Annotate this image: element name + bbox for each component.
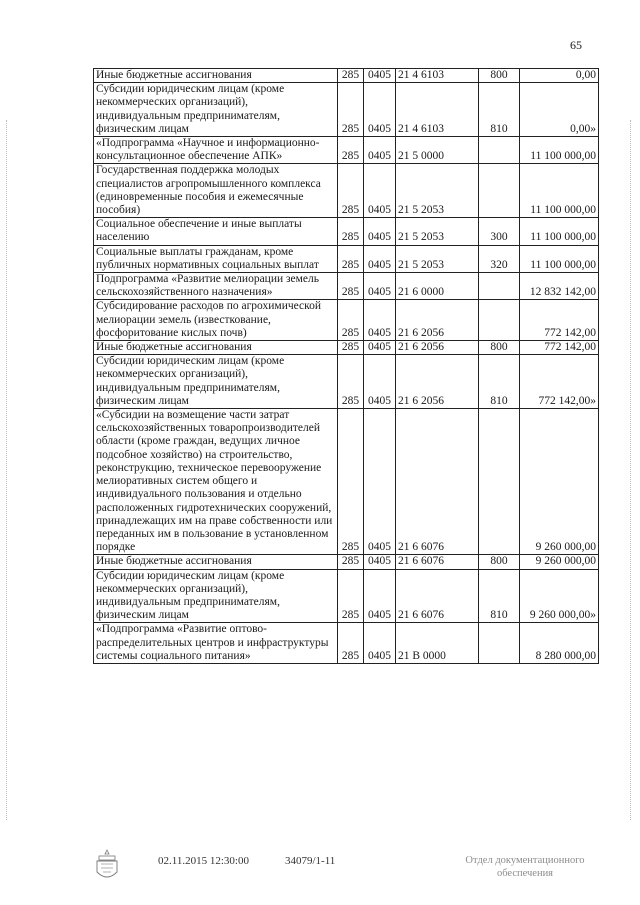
table-row	[94, 83, 599, 137]
table-row	[94, 341, 599, 355]
row-section-cell: 0405	[364, 355, 396, 409]
row-name-cell: Социальные выплаты гражданам, кроме публичных нормативных социальных выплат	[94, 245, 338, 272]
row-grbs-cell: 285	[338, 218, 364, 245]
row-target-article-cell: 21 5 2053	[396, 218, 479, 245]
row-expense-type-cell	[479, 623, 520, 664]
row-amount-cell: 9 260 000,00	[520, 555, 599, 569]
stamp-line-2: обеспечения	[496, 868, 554, 879]
stamp-line-1: Отдел документационного	[465, 855, 585, 866]
row-amount-cell: 9 260 000,00	[520, 409, 599, 555]
row-amount-cell: 12 832 142,00	[520, 273, 599, 300]
row-grbs-cell: 285	[338, 300, 364, 341]
row-expense-type-cell	[479, 409, 520, 555]
table-row	[94, 164, 599, 218]
row-target-article-cell: 21 5 0000	[396, 137, 479, 164]
row-expense-type-cell: 800	[479, 341, 520, 355]
row-grbs-cell: 285	[338, 623, 364, 664]
table-row	[94, 137, 599, 164]
row-amount-cell: 9 260 000,00»	[520, 569, 599, 623]
row-target-article-cell: 21 4 6103	[396, 69, 479, 83]
department-stamp	[450, 854, 600, 880]
table-row	[94, 569, 599, 623]
row-name-cell: Государственная поддержка молодых специалистов агропромышленного комплекса (единовременные пособия и ежемесячные пособия)	[94, 164, 338, 218]
row-grbs-cell: 285	[338, 555, 364, 569]
footer-document-number: 34079/1-11	[285, 855, 336, 867]
row-grbs-cell: 285	[338, 137, 364, 164]
table-row	[94, 218, 599, 245]
row-section-cell: 0405	[364, 569, 396, 623]
row-expense-type-cell	[479, 273, 520, 300]
row-section-cell: 0405	[364, 623, 396, 664]
page-number: 65	[570, 38, 582, 52]
table-row	[94, 245, 599, 272]
table-row	[94, 300, 599, 341]
row-section-cell: 0405	[364, 164, 396, 218]
row-name-cell: Иные бюджетные ассигнования	[94, 555, 338, 569]
row-expense-type-cell: 810	[479, 569, 520, 623]
table-row	[94, 69, 599, 83]
table-row	[94, 555, 599, 569]
row-amount-cell: 11 100 000,00	[520, 245, 599, 272]
row-name-cell: Иные бюджетные ассигнования	[94, 69, 338, 83]
row-expense-type-cell: 800	[479, 69, 520, 83]
row-amount-cell: 772 142,00	[520, 341, 599, 355]
row-target-article-cell: 21 6 6076	[396, 569, 479, 623]
table-row	[94, 623, 599, 664]
row-target-article-cell: 21 6 2056	[396, 355, 479, 409]
row-target-article-cell: 21 5 2053	[396, 164, 479, 218]
coat-of-arms-icon	[93, 848, 121, 884]
row-grbs-cell: 285	[338, 245, 364, 272]
row-expense-type-cell	[479, 137, 520, 164]
row-target-article-cell: 21 4 6103	[396, 83, 479, 137]
budget-table	[93, 68, 599, 664]
row-target-article-cell: 21 6 2056	[396, 341, 479, 355]
row-expense-type-cell: 800	[479, 555, 520, 569]
row-section-cell: 0405	[364, 218, 396, 245]
row-expense-type-cell: 810	[479, 355, 520, 409]
budget-table-body	[94, 69, 599, 664]
row-expense-type-cell: 300	[479, 218, 520, 245]
row-amount-cell: 8 280 000,00	[520, 623, 599, 664]
row-name-cell: Субсидии юридическим лицам (кроме некоммерческих организаций), индивидуальным предпринимателям, физическим лицам	[94, 569, 338, 623]
table-row	[94, 273, 599, 300]
row-amount-cell: 11 100 000,00	[520, 164, 599, 218]
row-name-cell: Подпрограмма «Развитие мелиорации земель сельскохозяйственного назначения»	[94, 273, 338, 300]
row-amount-cell: 11 100 000,00	[520, 218, 599, 245]
row-name-cell: Субсидии юридическим лицам (кроме некоммерческих организаций), индивидуальным предпринимателям, физическим лицам	[94, 355, 338, 409]
footer-date: 02.11.2015 12:30:00	[158, 855, 249, 867]
right-margin-scan-marks	[630, 120, 635, 820]
row-name-cell: Субсидирование расходов по агрохимической мелиорации земель (известкование, фосфоритование кислых почв)	[94, 300, 338, 341]
row-grbs-cell: 285	[338, 341, 364, 355]
row-amount-cell: 0,00	[520, 69, 599, 83]
table-row	[94, 355, 599, 409]
row-expense-type-cell	[479, 300, 520, 341]
row-section-cell: 0405	[364, 341, 396, 355]
row-section-cell: 0405	[364, 555, 396, 569]
row-target-article-cell: 21 В 0000	[396, 623, 479, 664]
row-section-cell: 0405	[364, 245, 396, 272]
row-name-cell: Социальное обеспечение и иные выплаты населению	[94, 218, 338, 245]
row-name-cell: «Подпрограмма «Развитие оптово-распределительных центров и инфраструктуры системы социального питания»	[94, 623, 338, 664]
row-section-cell: 0405	[364, 300, 396, 341]
row-expense-type-cell	[479, 164, 520, 218]
row-target-article-cell: 21 5 2053	[396, 245, 479, 272]
left-margin-scan-marks	[6, 120, 11, 820]
row-target-article-cell: 21 6 2056	[396, 300, 479, 341]
row-name-cell: Субсидии юридическим лицам (кроме некоммерческих организаций), индивидуальным предпринимателям, физическим лицам	[94, 83, 338, 137]
row-expense-type-cell: 320	[479, 245, 520, 272]
row-grbs-cell: 285	[338, 273, 364, 300]
table-row	[94, 409, 599, 555]
row-amount-cell: 772 142,00	[520, 300, 599, 341]
row-target-article-cell: 21 6 6076	[396, 555, 479, 569]
row-grbs-cell: 285	[338, 569, 364, 623]
row-grbs-cell: 285	[338, 164, 364, 218]
row-section-cell: 0405	[364, 83, 396, 137]
row-section-cell: 0405	[364, 137, 396, 164]
row-amount-cell: 11 100 000,00	[520, 137, 599, 164]
row-name-cell: Иные бюджетные ассигнования	[94, 341, 338, 355]
row-section-cell: 0405	[364, 409, 396, 555]
row-target-article-cell: 21 6 6076	[396, 409, 479, 555]
row-name-cell: «Субсидии на возмещение части затрат сельскохозяйственных товаропроизводителей области (кроме граждан, ведущих личное подсобное хозяйство) на строительство, реконструкцию, техническое перевооружение мелиоративных систем общего и индивидуального пользования и отдельно расположенных гидротехнических сооружений, принадлежащих им на праве собственности или переданных им в пользование в установленном порядке	[94, 409, 338, 555]
row-amount-cell: 0,00»	[520, 83, 599, 137]
row-grbs-cell: 285	[338, 355, 364, 409]
row-section-cell: 0405	[364, 69, 396, 83]
row-grbs-cell: 285	[338, 69, 364, 83]
row-grbs-cell: 285	[338, 409, 364, 555]
row-name-cell: «Подпрограмма «Научное и информационно-консультационное обеспечение АПК»	[94, 137, 338, 164]
row-section-cell: 0405	[364, 273, 396, 300]
row-expense-type-cell: 810	[479, 83, 520, 137]
row-target-article-cell: 21 6 0000	[396, 273, 479, 300]
row-amount-cell: 772 142,00»	[520, 355, 599, 409]
row-grbs-cell: 285	[338, 83, 364, 137]
